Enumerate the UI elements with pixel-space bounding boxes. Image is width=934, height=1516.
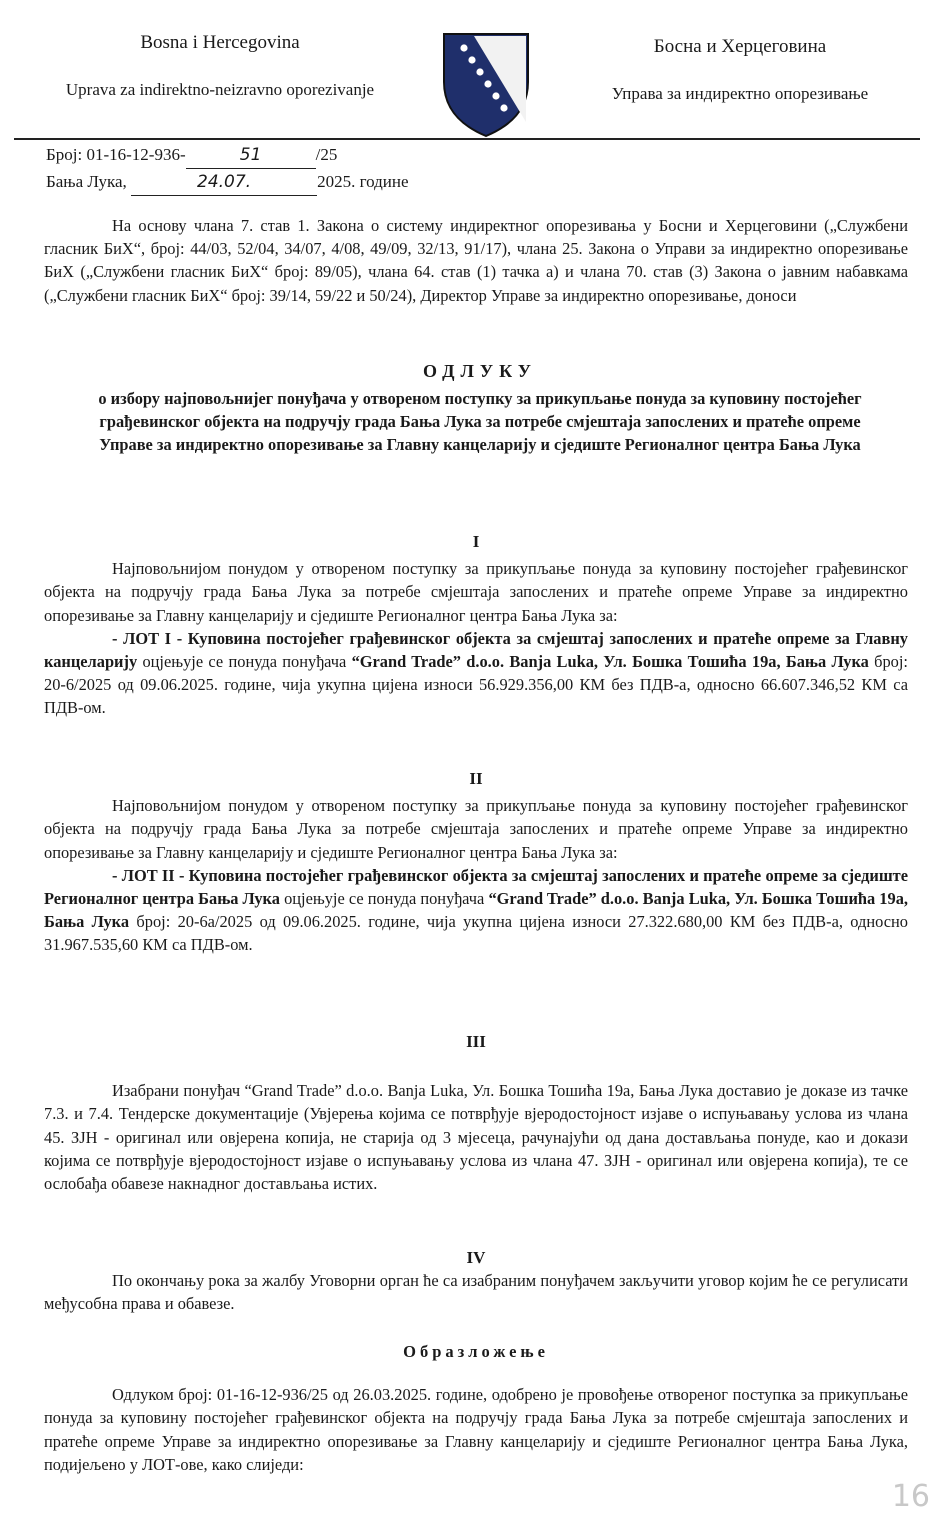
date-suffix: 2025. године [317, 172, 409, 191]
section-3-number: III [466, 1032, 486, 1051]
reference-prefix: Број: 01-16-12-936- [46, 145, 186, 164]
explanation-text: Одлуком број: 01-16-12-936/25 од 26.03.2025. године, одобрено је провођење отвореног поступка за прикупљање понуда за куповину постојећег грађевинског објекта на подручју града Бања Лука за потребе смјештаја запослених и пратеће опреме Управе за индиректно опорезивање за Главну канцеларију и сједиште Регионалног центра Бања Лука, подијељено у ЛОТ-ове, како слиједи: [44, 1385, 908, 1474]
section-2 [44, 767, 908, 957]
section-1-lot [44, 627, 908, 720]
explanation [44, 1340, 908, 1476]
section-2-lot [44, 864, 908, 957]
document-date [46, 169, 409, 196]
section-4 [44, 1246, 908, 1316]
section-1-number: I [472, 532, 480, 551]
header-agency-latin: Uprava za indirektno-neizravno oporezivanje [65, 80, 375, 99]
document-meta [46, 142, 409, 196]
lot-2-title: - ЛОТ II - Куповина постојећег грађевинског објекта за смјештај запослених и пратеће опреме за сједиште Регионалног центра Бања Лука [44, 865, 908, 909]
decision-subtitle: о избору најповољнијег понуђача у отвореном поступку за прикупљање понуда за куповину постојећег грађевинског објекта на подручју града Бања Лука за потребе смјештаја запослених и пратеће опреме Управе за индиректно опорезивање за Главну канцеларију и сједиште Регионалног центра Бања Лука [98, 389, 862, 455]
section-3 [44, 1030, 908, 1195]
header-country-latin: Bosna i Hercegovina [140, 32, 300, 53]
header-country-cyrillic: Босна и Херцеговина [653, 36, 827, 57]
section-3-text: Изабрани понуђач “Grand Trade” d.o.o. Banja Luka, Ул. Бошка Тошића 19а, Бања Лука доставио је доказе из тачке 7.3. и 7.4. Тендерске документације (Увјерења којима се потврђује вјеродостојност изјаве о испуњавању услова из члана 45. ЗЈН - оригинал или овјерена копија, не старија од 3 мјесеца, рачунајући од дана достављања понуде, као и докази којима се потврђује вјеродостојност изјаве о испуњавању услова из члана 47. ЗЈН - оригинал или овјерена копија), те се ослобађа обавезе накнадног достављања истих. [44, 1081, 908, 1194]
section-2-intro: Најповољнијом понудом у отвореном поступку за прикупљање понуда за куповину постојећег грађевинског објекта на подручју града Бања Лука за потребе смјештаја запослених и пратеће опреме Управе за индиректно опорезивање за Главну канцеларију и сједиште Регионалног центра Бања Лука за: [44, 796, 908, 862]
lot-2-mid: оцјењује се понуда понуђача [279, 889, 489, 909]
preamble-text: На основу члана 7. став 1. Закона о систему индиректног опорезивања у Босни и Херцеговини („Службени гласник БиХ“, број: 44/03, 52/04, 34/07, 4/08, 49/09, 32/13, 91/17), члана 25. Закона о Управи за индиректно опорезивање БиХ („Службени гласник БиХ“ број: 89/05), члана 64. став (1) тачка а) и члана 70. став (3) Закона о јавним набавкама („Службени гласник БиХ“ број: 39/14, 59/22 и 50/24), Директор Управе за индиректно опорезивање, доноси [44, 216, 908, 305]
date-handwritten: 24.07. [131, 170, 317, 196]
section-1-intro: Најповољнијом понудом у отвореном поступку за прикупљање понуда за куповину постојећег грађевинског објекта на подручју града Бања Лука за потребе смјештаја запослених и пратеће опреме Управе за индиректно опорезивање за Главну канцеларију и сједиште Регионалног центра Бања Лука за: [44, 559, 908, 625]
lot-2-details: број: 20-6а/2025 од 09.06.2025. године, чија укупна цијена износи 27.322.680,00 КМ без ПДВ-а, односно 31.967.535,60 КМ са ПДВ-ом. [44, 912, 908, 955]
lot-2-bidder: “Grand Trade” d.o.o. Banja Luka, Ул. Бошка Тошића 19а, Бања Лука [44, 889, 908, 932]
lot-1-title: - ЛОТ I - Куповина постојећег грађевинског објекта за смјештај запослених и пратеће опреме за Главну канцеларију [44, 628, 908, 672]
section-4-text: По окончању рока за жалбу Уговорни орган ће са изабраним понуђачем закључити уговор којим ће се регулисати међусобна права и обавезе. [44, 1271, 908, 1314]
page-number: 16 [891, 1479, 930, 1514]
lot-1-mid: оцјењује се понуда понуђача [137, 652, 352, 672]
lot-1-bidder: “Grand Trade” d.o.o. Banja Luka, Ул. Бошка Тошића 19а, Бања Лука [351, 652, 869, 672]
lot-1-details: број: 20-6/2025 од 09.06.2025. године, чија укупна цијена износи 56.929.356,00 КМ без ПДВ-а, односно 66.607.346,52 КМ са ПДВ-ом. [44, 652, 908, 718]
reference-handwritten: 51 [186, 143, 316, 169]
reference-suffix: /25 [315, 145, 338, 164]
header-latin [20, 32, 420, 100]
header-divider [14, 138, 920, 140]
section-4-number: IV [466, 1248, 486, 1267]
header-agency-cyrillic: Управа за индиректно опорезивање [611, 84, 869, 103]
preamble [44, 214, 908, 307]
header-cyrillic [560, 36, 920, 104]
section-1 [44, 530, 908, 720]
reference-number [46, 142, 409, 169]
bih-coat-of-arms-icon [440, 30, 532, 138]
decision-title: ОДЛУКУ [422, 361, 537, 381]
decision-heading [80, 360, 880, 456]
section-2-number: II [469, 769, 483, 788]
date-city: Бања Лука, [46, 172, 127, 191]
explanation-title: Образложење [403, 1342, 549, 1361]
